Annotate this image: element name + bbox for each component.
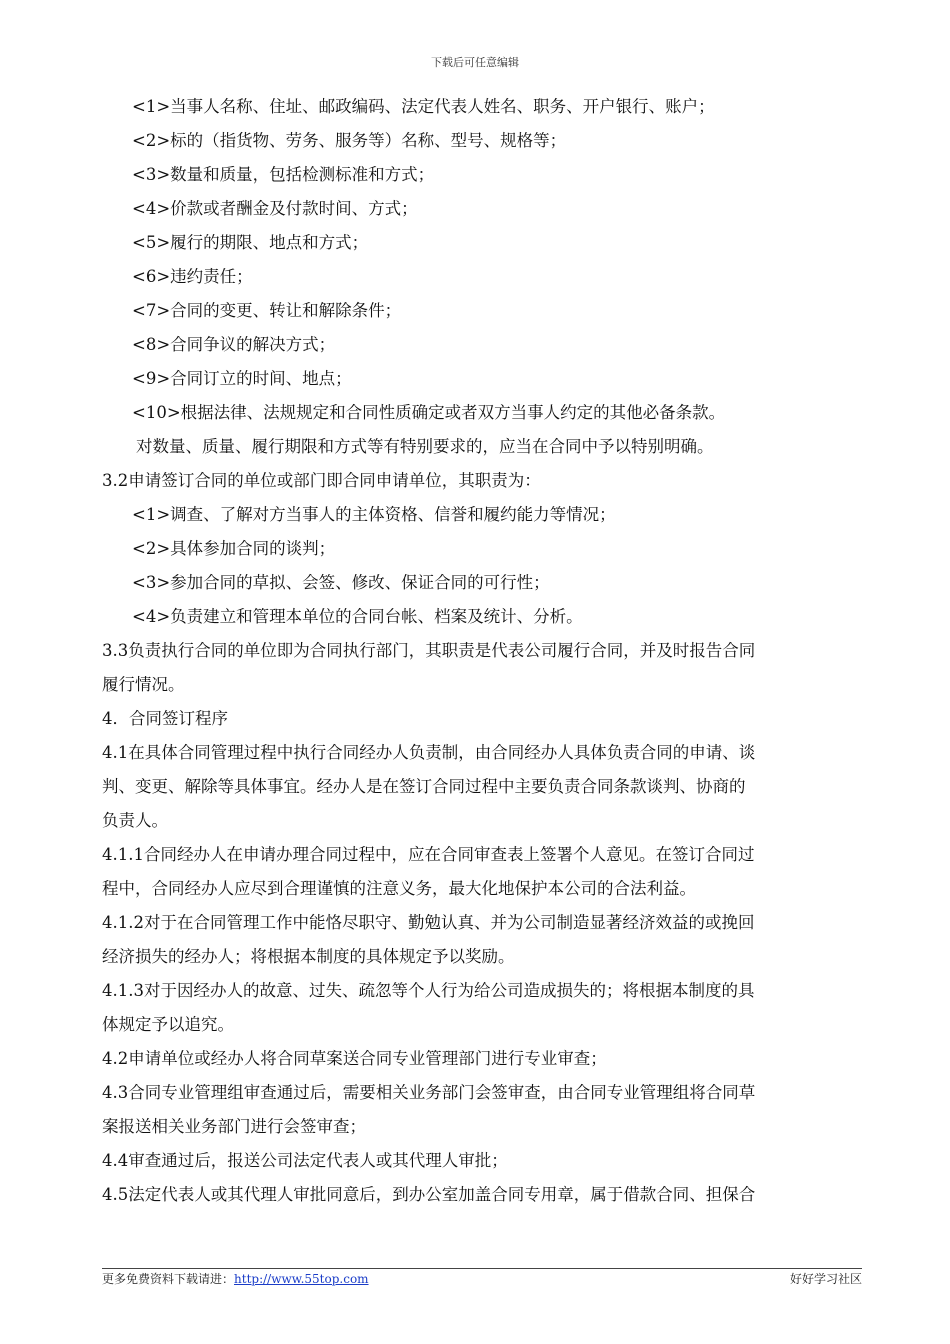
text-line: <4>负责建立和管理本单位的合同台帐、档案及统计、分析。	[132, 607, 583, 626]
text-line: 4．合同签订程序	[102, 709, 228, 728]
document-body	[102, 90, 862, 1212]
text-line: 4.4审查通过后，报送公司法定代表人或其代理人审批；	[102, 1151, 508, 1170]
text-line: <6>违约责任；	[132, 267, 253, 286]
text-line: <2>标的（指货物、劳务、服务等）名称、型号、规格等；	[132, 131, 567, 150]
text-line: 4.1在具体合同管理过程中执行合同经办人负责制，由合同经办人具体负责合同的申请、谈	[102, 743, 756, 762]
footer-divider	[102, 1268, 862, 1269]
text-line: 案报送相关业务部门进行会签审查；	[102, 1117, 366, 1136]
text-line: 经济损失的经办人；将根据本制度的具体规定予以奖励。	[102, 947, 515, 966]
text-line: 履行情况。	[102, 675, 185, 694]
footer-link[interactable]: http://www.55top.com	[234, 1272, 369, 1286]
text-line: 对数量、质量、履行期限和方式等有特别要求的，应当在合同中予以特别明确。	[136, 437, 714, 456]
text-line: <1>调查、了解对方当事人的主体资格、信誉和履约能力等情况；	[132, 505, 616, 524]
text-line: <3>参加合同的草拟、会签、修改、保证合同的可行性；	[132, 573, 550, 592]
text-line: 4.5法定代表人或其代理人审批同意后，到办公室加盖合同专用章，属于借款合同、担保合	[102, 1185, 756, 1204]
text-line: <8>合同争议的解决方式；	[132, 335, 336, 354]
page-footer	[102, 1270, 862, 1287]
text-line: 4.1.3对于因经办人的故意、过失、疏忽等个人行为给公司造成损失的；将根据本制度的具	[102, 981, 755, 1000]
text-line: <3>数量和质量，包括检测标准和方式；	[132, 165, 435, 184]
text-line: 体规定予以追究。	[102, 1015, 234, 1034]
text-line: 3.3负责执行合同的单位即为合同执行部门，其职责是代表公司履行合同，并及时报告合同	[102, 641, 756, 660]
text-line: <4>价款或者酬金及付款时间、方式；	[132, 199, 418, 218]
page-header: 下载后可任意编辑	[431, 56, 519, 69]
text-line: <1>当事人名称、住址、邮政编码、法定代表人姓名、职务、开户银行、账户；	[132, 97, 715, 116]
text-line: 4.2申请单位或经办人将合同草案送合同专业管理部门进行专业审查；	[102, 1049, 607, 1068]
text-line: 4.1.2对于在合同管理工作中能恪尽职守、勤勉认真、并为公司制造显著经济效益的或挽回	[102, 913, 755, 932]
text-line: <10>根据法律、法规规定和合同性质确定或者双方当事人约定的其他必备条款。	[132, 403, 726, 422]
text-line: 3.2申请签订合同的单位或部门即合同申请单位，其职责为：	[102, 471, 541, 490]
text-line: <2>具体参加合同的谈判；	[132, 539, 336, 558]
text-line: 程中，合同经办人应尽到合理谨慎的注意义务，最大化地保护本公司的合法利益。	[102, 879, 696, 898]
footer-left	[102, 1270, 369, 1287]
text-line: 判、变更、解除等具体事宜。经办人是在签订合同过程中主要负责合同条款谈判、协商的	[102, 777, 746, 796]
footer-label: 更多免费资料下载请进：	[102, 1272, 235, 1286]
footer-right: 好好学习社区	[789, 1272, 862, 1286]
text-line: <9>合同订立的时间、地点；	[132, 369, 352, 388]
text-line: <7>合同的变更、转让和解除条件；	[132, 301, 402, 320]
text-line: 4.3合同专业管理组审查通过后，需要相关业务部门会签审查，由合同专业管理组将合同草	[102, 1083, 756, 1102]
text-line: 4.1.1合同经办人在申请办理合同过程中，应在合同审查表上签署个人意见。在签订合同过	[102, 845, 755, 864]
text-line: <5>履行的期限、地点和方式；	[132, 233, 369, 252]
text-line: 负责人。	[102, 811, 168, 830]
